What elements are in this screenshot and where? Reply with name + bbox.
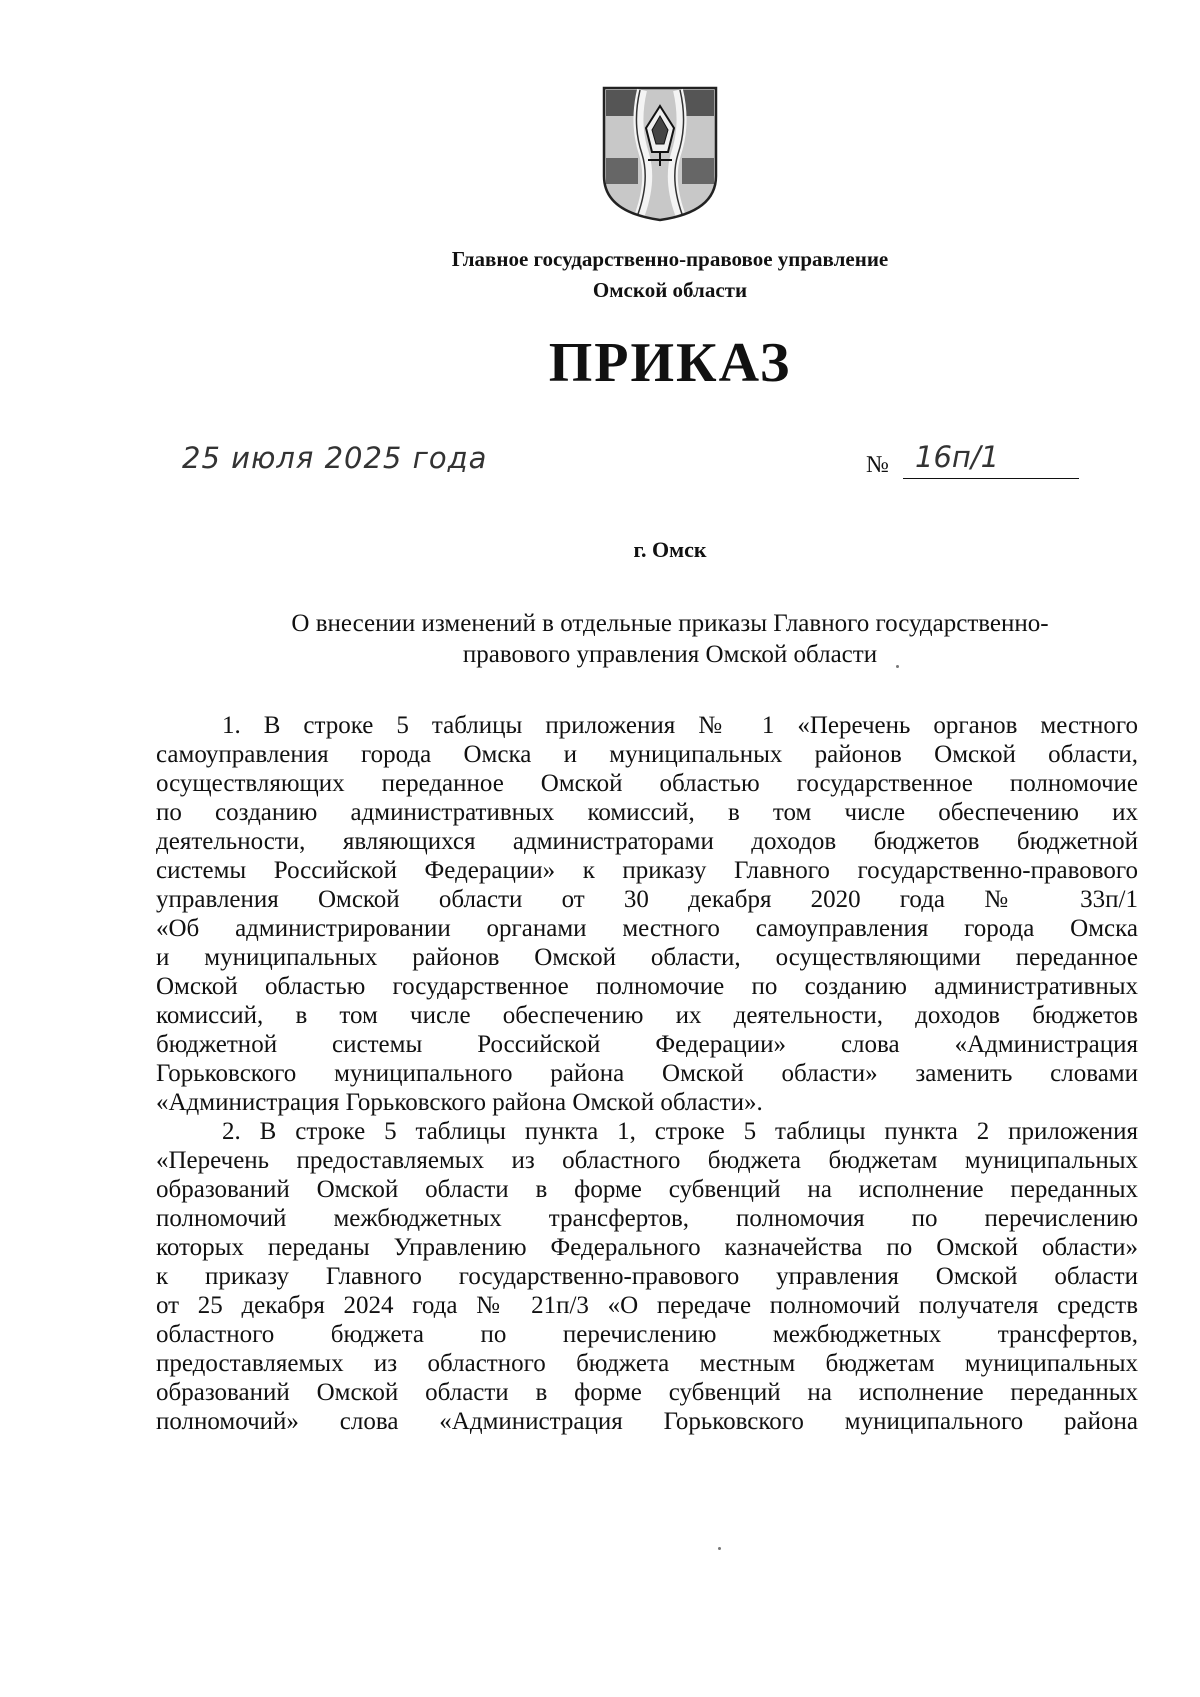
body-line: «Администрация Горьковского района Омской области». — [156, 1089, 763, 1116]
body-line: «Перечень предоставляемых из областного бюджета бюджетам муниципальных — [156, 1147, 1138, 1174]
order-subject-line-1: О внесении изменений в отдельные приказы Главного государственно- — [291, 610, 1049, 637]
body-line: и муниципальных районов Омской области, осуществляющими переданное — [156, 944, 1138, 971]
body-line: образований Омской области в форме субвенций на исполнение переданных — [156, 1176, 1138, 1203]
body-line: деятельности, являющихся администраторами доходов бюджетов бюджетной — [156, 828, 1138, 855]
body-line: «Об администрировании органами местного самоуправления города Омска — [156, 915, 1138, 942]
body-line: Горьковского муниципального района Омской области» заменить словами — [156, 1060, 1138, 1087]
issue-city: г. Омск — [633, 537, 707, 562]
body-line: осуществляющих переданное Омской областью государственное полномочие — [156, 770, 1138, 797]
body-line: областного бюджета по перечислению межбюджетных трансфертов, — [156, 1321, 1138, 1348]
body-line: к приказу Главного государственно-правового управления Омской области — [156, 1263, 1138, 1290]
handwritten-order-number: 16п/1 — [915, 440, 1000, 474]
body-line: комиссий, в том числе обеспечению их деятельности, доходов бюджетов — [156, 1002, 1138, 1029]
body-line: от 25 декабря 2024 года № 21п/3 «О передаче полномочий получателя средств — [156, 1292, 1138, 1319]
body-line: бюджетной системы Российской Федерации» слова «Администрация — [156, 1031, 1138, 1058]
body-line: системы Российской Федерации» к приказу Главного государственно-правового — [156, 857, 1138, 884]
order-subject-line-2: правового управления Омской области — [462, 641, 878, 668]
number-underline — [903, 478, 1079, 479]
document-title: ПРИКАЗ — [548, 332, 792, 394]
body-line: образований Омской области в форме субвенций на исполнение переданных — [156, 1379, 1138, 1406]
body-line: Омской областью государственное полномочие по созданию административных — [156, 973, 1138, 1000]
scan-speck — [896, 665, 899, 668]
issuing-organization: Главное государственно-правовое управление — [451, 247, 889, 271]
number-label: № — [866, 452, 889, 478]
handwritten-date: 25 июля 2025 года — [182, 441, 488, 475]
issuing-organization-region: Омской области — [592, 278, 748, 302]
body-line: полномочий межбюджетных трансфертов, полномочия по перечислению — [156, 1205, 1138, 1232]
body-line: по созданию административных комиссий, в том числе обеспечению их — [156, 799, 1138, 826]
body-line: предоставляемых из областного бюджета местным бюджетам муниципальных — [156, 1350, 1138, 1377]
body-line: полномочий» слова «Администрация Горьковского муниципального района — [156, 1408, 1138, 1435]
coat-of-arms-icon — [600, 84, 720, 222]
scan-speck — [718, 1547, 721, 1550]
body-line: управления Омской области от 30 декабря 2020 года № 33п/1 — [156, 886, 1138, 913]
body-line: 1. В строке 5 таблицы приложения № 1 «Перечень органов местного — [222, 712, 1138, 739]
body-line: которых переданы Управлению Федерального казначейства по Омской области» — [156, 1234, 1138, 1261]
body-line: самоуправления города Омска и муниципальных районов Омской области, — [156, 741, 1138, 768]
body-line: 2. В строке 5 таблицы пункта 1, строке 5 таблицы пункта 2 приложения — [222, 1118, 1138, 1145]
